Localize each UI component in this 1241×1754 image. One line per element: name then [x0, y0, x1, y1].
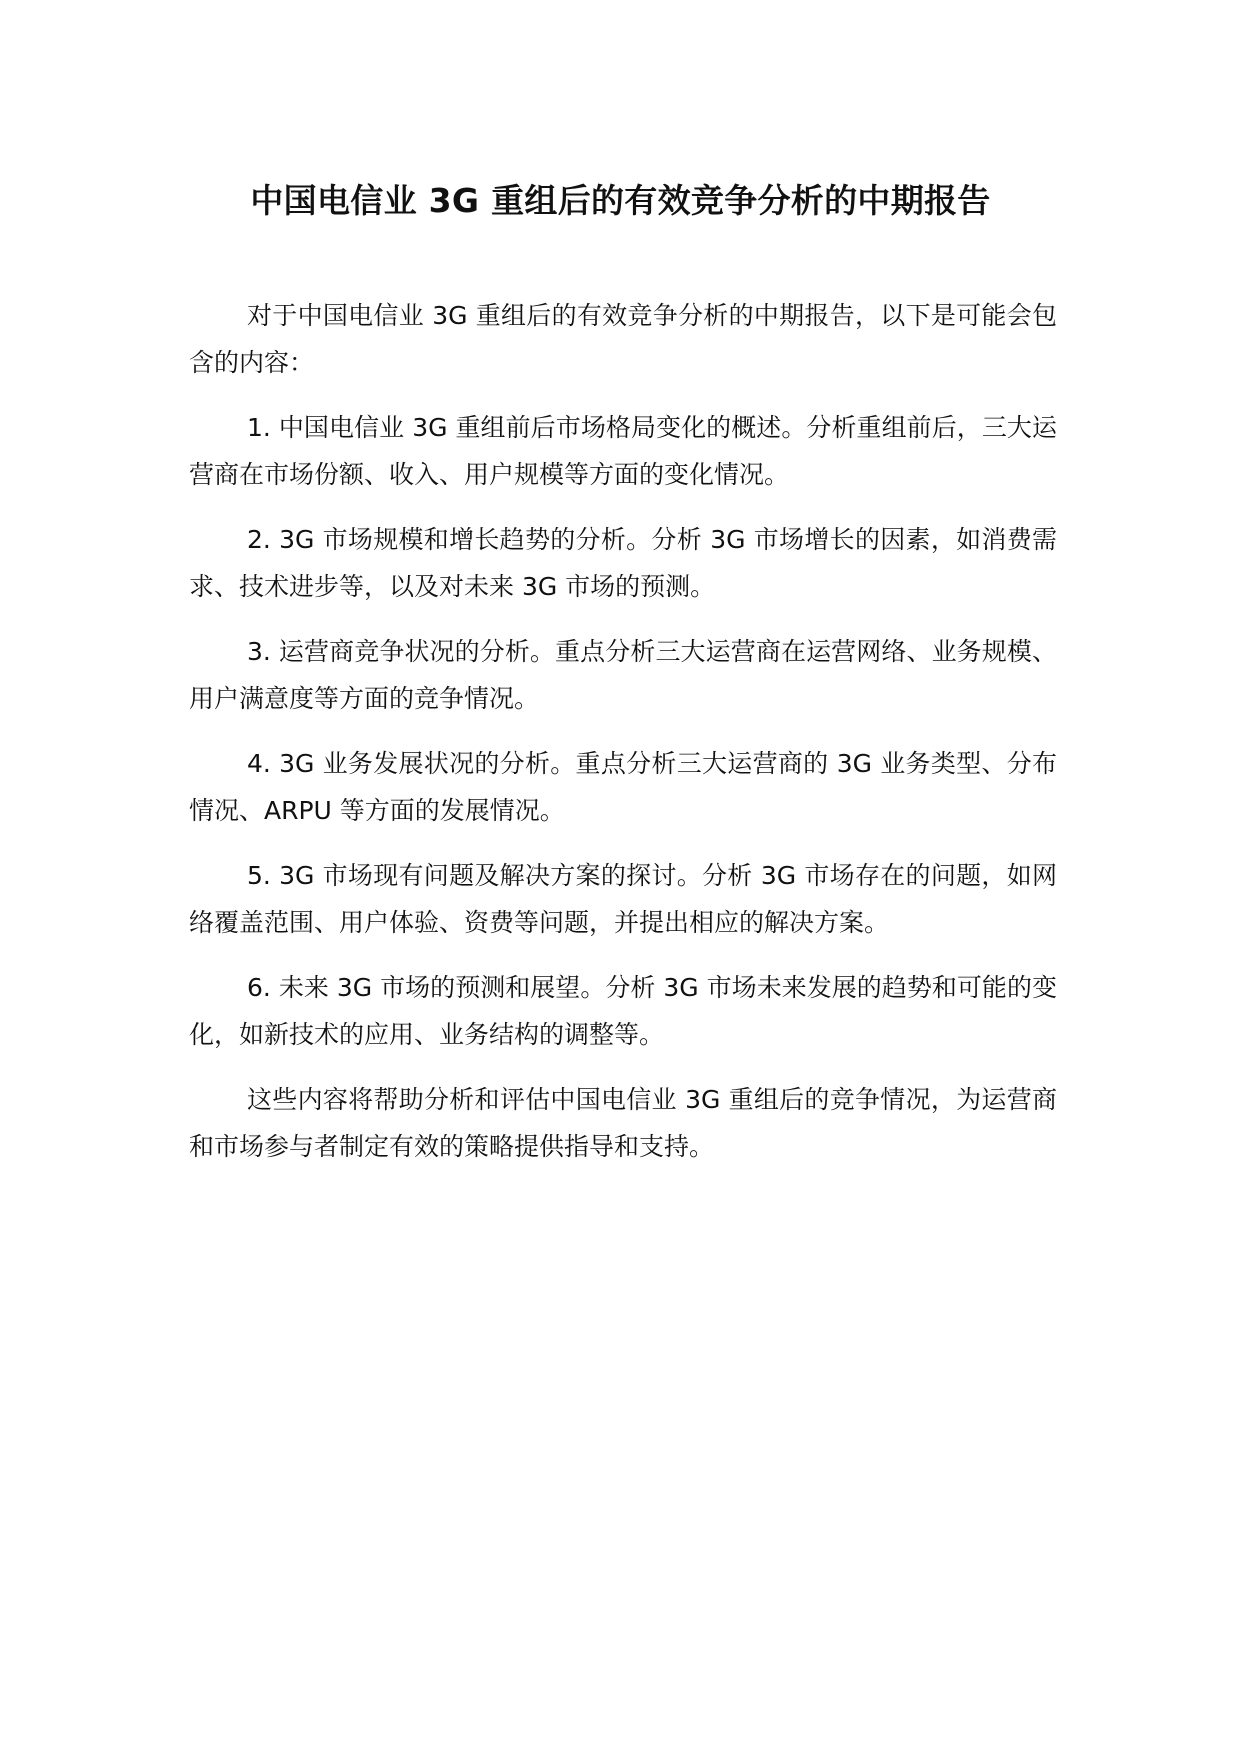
document-title: 中国电信业 3G 重组后的有效竞争分析的中期报告	[250, 181, 991, 220]
list-item-5: 5. 3G 市场现有问题及解决方案的探讨。分析 3G 市场存在的问题，如网络覆盖范围、用户体验、资费等问题，并提出相应的解决方案。	[189, 861, 1057, 937]
intro-paragraph: 对于中国电信业 3G 重组后的有效竞争分析的中期报告，以下是可能会包含的内容：	[189, 301, 1057, 377]
closing-paragraph: 这些内容将帮助分析和评估中国电信业 3G 重组后的竞争情况，为运营商和市场参与者制定有效的策略提供指导和支持。	[189, 1085, 1057, 1161]
list-item-2: 2. 3G 市场规模和增长趋势的分析。分析 3G 市场增长的因素，如消费需求、技术进步等，以及对未来 3G 市场的预测。	[189, 525, 1057, 601]
list-item-3: 3. 运营商竞争状况的分析。重点分析三大运营商在运营网络、业务规模、用户满意度等方面的竞争情况。	[189, 637, 1057, 713]
list-item-6: 6. 未来 3G 市场的预测和展望。分析 3G 市场未来发展的趋势和可能的变化，如新技术的应用、业务结构的调整等。	[189, 973, 1057, 1049]
list-item-4: 4. 3G 业务发展状况的分析。重点分析三大运营商的 3G 业务类型、分布情况、ARPU 等方面的发展情况。	[189, 749, 1057, 825]
list-item-1: 1. 中国电信业 3G 重组前后市场格局变化的概述。分析重组前后，三大运营商在市场份额、收入、用户规模等方面的变化情况。	[189, 413, 1057, 489]
document-body	[189, 292, 1057, 1188]
